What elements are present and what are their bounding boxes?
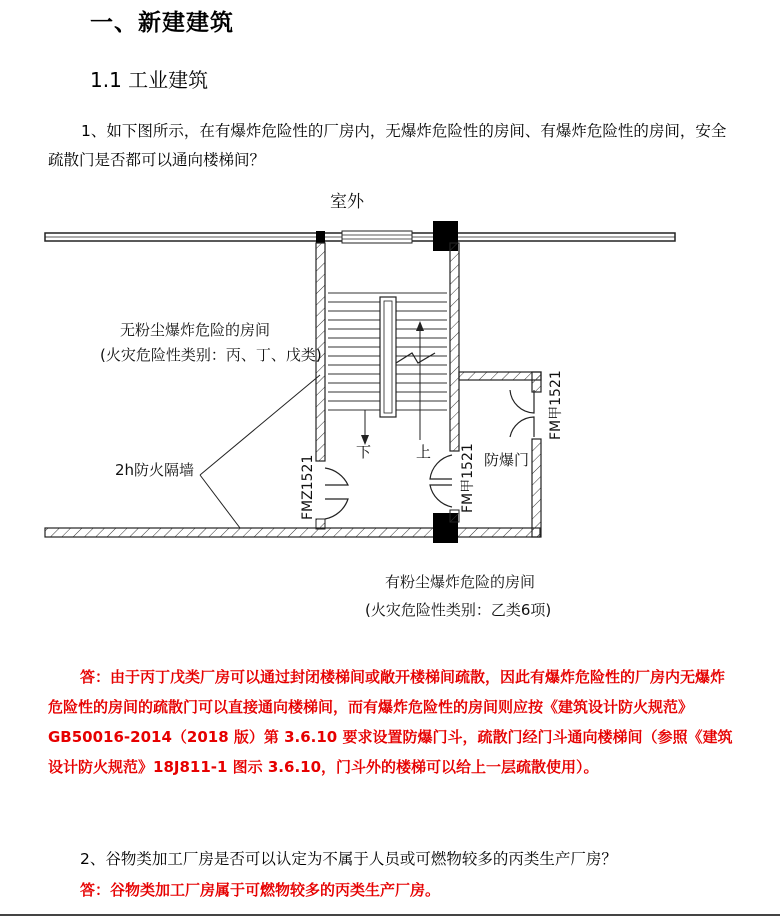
- room2-name: 有粉尘爆炸危险的房间: [385, 573, 536, 591]
- column-top-left: [316, 231, 325, 243]
- stair-plan-diagram: [40, 185, 690, 635]
- door-fm2-label: FM甲1521: [548, 370, 564, 440]
- door-fmz: [325, 468, 348, 519]
- stair-well: [380, 297, 396, 417]
- section-title: 一、新建建筑: [90, 10, 234, 36]
- up-label: 上: [416, 443, 432, 461]
- answer-1: 答：由于丙丁戊类厂房可以通过封闭楼梯间或敞开楼梯间疏散，因此有爆炸危险性的厂房内无爆炸危险性的房间的疏散门可以直接通向楼梯间，而有爆炸危险性的房间则应按《建筑设计防火规范》GB50016-2014（2018 版）第 3.6.10 要求设置防爆门斗，疏散门经门斗通向楼梯间（参照《建筑设计防火规范》18J811-1 图示 3.6.10，门斗外的楼梯可以给上一层疏散使用）。: [48, 668, 733, 776]
- door-fm2: [510, 390, 534, 437]
- room2-class: (火灾危险性类别：乙类6项): [365, 601, 552, 619]
- stair-wall-right: [450, 243, 459, 451]
- question-1: 1、如下图所示，在有爆炸危险性的厂房内，无爆炸危险性的房间、有爆炸危险性的房间，安全疏散门是否都可以通向楼梯间？: [48, 122, 727, 169]
- fire-wall-label: 2h防火隔墙: [115, 461, 195, 479]
- door-fmz-label: FMZ1521: [300, 454, 316, 520]
- room1-class: (火灾危险性类别：丙、丁、戊类): [100, 346, 322, 364]
- subsection-title: 1.1 工业建筑: [90, 68, 209, 92]
- room1-name: 无粉尘爆炸危险的房间: [120, 321, 271, 339]
- outdoor-label: 室外: [330, 192, 364, 212]
- door-fm1-label: FM甲1521: [460, 443, 476, 513]
- question-2: 2、谷物类加工厂房是否可以认定为不属于人员或可燃物较多的丙类生产厂房？: [80, 850, 617, 868]
- exterior-wall-bottom: [45, 528, 540, 537]
- explosion-door-label: 防爆门: [484, 451, 530, 469]
- answer-2: 答：谷物类加工厂房属于可燃物较多的丙类生产厂房。: [80, 881, 441, 899]
- page-bottom-border: [0, 914, 780, 916]
- door-fm1: [430, 455, 452, 507]
- down-label: 下: [356, 443, 372, 461]
